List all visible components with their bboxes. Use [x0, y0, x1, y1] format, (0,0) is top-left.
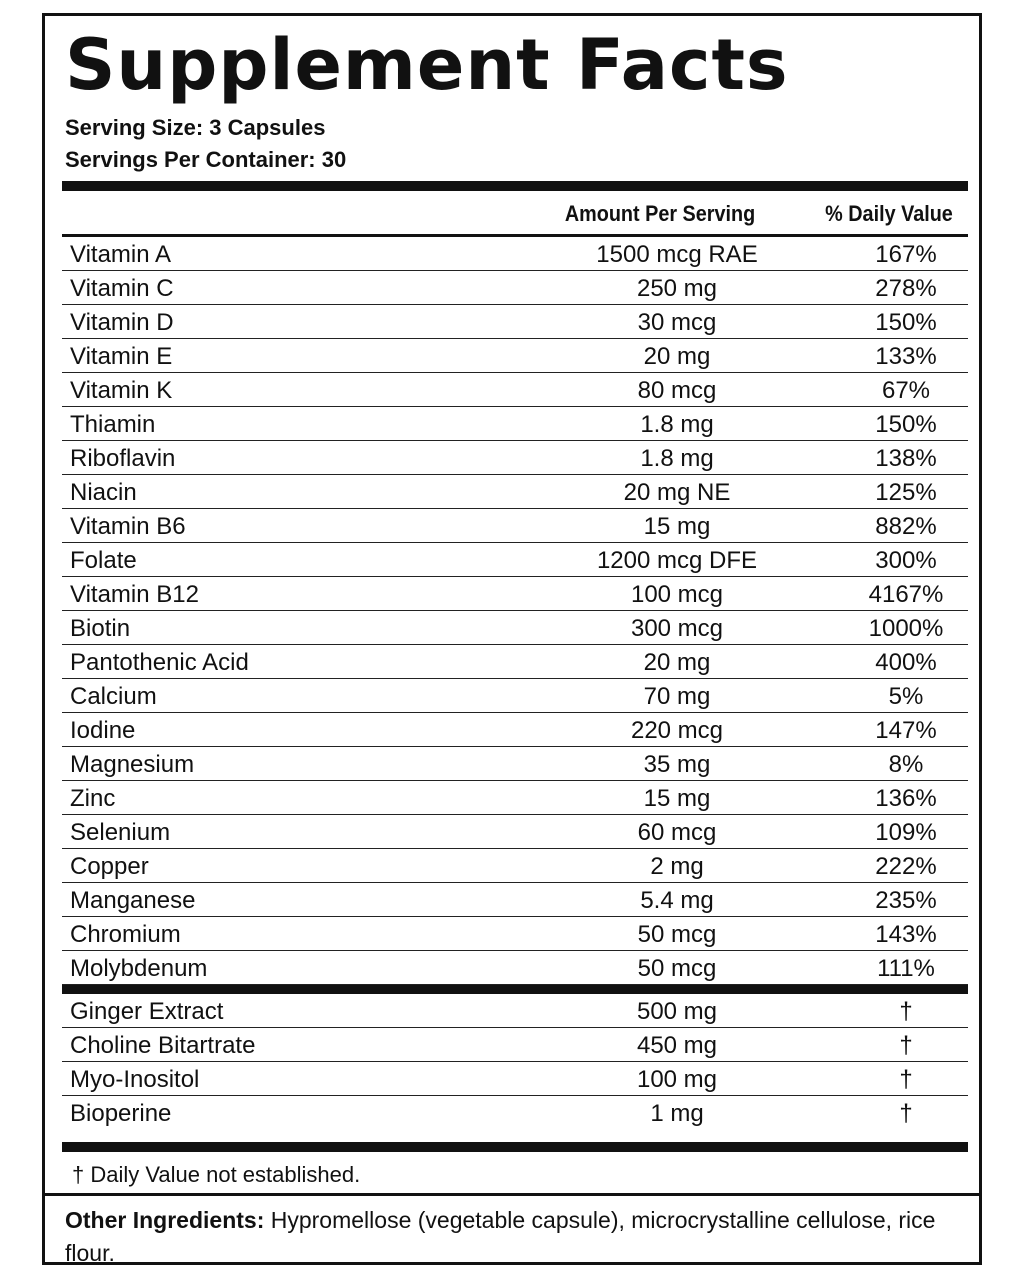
nutrient-name: Niacin: [70, 479, 137, 506]
daily-value: 278%: [875, 275, 937, 302]
supplement-facts-panel: [42, 13, 982, 1265]
amount-per-serving: 450 mg: [636, 1032, 718, 1059]
nutrient-name: Magnesium: [70, 751, 195, 778]
nutrient-name: Copper: [70, 853, 149, 880]
nutrient-name: Vitamin K: [70, 377, 173, 404]
table-row: [62, 407, 968, 441]
table-row: [62, 611, 968, 645]
daily-value: 150%: [875, 309, 937, 336]
amount-per-serving: 250 mg: [636, 275, 718, 302]
daily-value: 4167%: [868, 581, 944, 608]
daily-value: 1000%: [868, 615, 944, 642]
nutrient-name: Vitamin C: [70, 275, 174, 302]
nutrient-name: Manganese: [70, 887, 196, 914]
other-ingredients-text: Hypromellose (vegetable capsule), microcrystalline cellulose, rice flour.: [65, 1207, 936, 1266]
daily-value: 143%: [875, 921, 937, 948]
daily-value: 5%: [888, 683, 924, 710]
table-row: [62, 441, 968, 475]
table-row: [62, 577, 968, 611]
section-thick-rule: [62, 985, 968, 994]
daily-value: 67%: [881, 377, 931, 404]
nutrient-name: Thiamin: [70, 411, 156, 438]
nutrient-name: Chromium: [70, 921, 181, 948]
table-row: [62, 781, 968, 815]
amount-per-serving: 1.8 mg: [640, 411, 714, 438]
daily-value: 300%: [875, 547, 937, 574]
other-ingredients: [65, 1204, 945, 1270]
daily-value: 147%: [875, 717, 937, 744]
nutrient-rows: [62, 237, 968, 985]
amount-per-serving: 70 mg: [643, 683, 711, 710]
amount-per-serving: 100 mg: [636, 1066, 718, 1093]
amount-per-serving: 60 mcg: [637, 819, 717, 846]
nutrient-name: Selenium: [70, 819, 171, 846]
table-row: [62, 1062, 968, 1096]
amount-per-serving-header: Amount Per Serving: [564, 201, 756, 226]
amount-per-serving: 50 mcg: [637, 955, 717, 982]
amount-per-serving: 15 mg: [643, 513, 711, 540]
amount-per-serving: 1 mg: [650, 1100, 704, 1127]
top-thick-rule: [62, 181, 968, 191]
daily-value: 111%: [877, 955, 935, 982]
table-row: [62, 645, 968, 679]
table-row: [62, 475, 968, 509]
daily-value: 235%: [875, 887, 937, 914]
footer-rule: [45, 1193, 979, 1196]
table-row: [62, 543, 968, 577]
amount-per-serving: 20 mg NE: [623, 479, 731, 506]
table-row: [62, 849, 968, 883]
nutrient-name: Choline Bitartrate: [70, 1032, 256, 1059]
table-row: [62, 237, 968, 271]
amount-per-serving: 5.4 mg: [640, 887, 714, 914]
other-ingredients-label: Other Ingredients:: [65, 1207, 265, 1233]
table-row: [62, 951, 968, 985]
daily-value: 8%: [888, 751, 924, 778]
table-row: [62, 747, 968, 781]
nutrient-name: Molybdenum: [70, 955, 208, 982]
daily-value: 882%: [875, 513, 937, 540]
table-row: [62, 917, 968, 951]
table-row: [62, 373, 968, 407]
amount-per-serving: 100 mcg: [630, 581, 724, 608]
amount-per-serving: 15 mg: [643, 785, 711, 812]
nutrient-name: Bioperine: [70, 1100, 172, 1127]
daily-value: †: [899, 1066, 913, 1093]
amount-per-serving: 1200 mcg DFE: [596, 547, 758, 574]
table-row: [62, 509, 968, 543]
table-row: [62, 271, 968, 305]
amount-per-serving: 220 mcg: [630, 717, 724, 744]
amount-per-serving: 20 mg: [643, 343, 711, 370]
bottom-thick-rule: [62, 1142, 968, 1152]
table-row: [62, 815, 968, 849]
servings-per-container: Servings Per Container: 30: [65, 147, 347, 172]
table-row: [62, 994, 968, 1028]
nutrient-table: [62, 237, 968, 1130]
nutrient-name: Myo-Inositol: [70, 1066, 200, 1093]
daily-value: 136%: [875, 785, 937, 812]
amount-per-serving: 20 mg: [643, 649, 711, 676]
table-row: [62, 713, 968, 747]
daily-value: 109%: [875, 819, 937, 846]
daily-value: 150%: [875, 411, 937, 438]
daily-value: 125%: [875, 479, 937, 506]
amount-per-serving: 1500 mcg RAE: [596, 241, 758, 268]
nutrient-name: Vitamin B6: [70, 513, 186, 540]
daily-value: 138%: [875, 445, 937, 472]
amount-per-serving: 1.8 mg: [640, 445, 714, 472]
amount-per-serving: 500 mg: [636, 998, 718, 1025]
other-nutrient-rows: [62, 994, 968, 1130]
table-row: [62, 305, 968, 339]
nutrient-name: Biotin: [70, 615, 131, 642]
nutrient-name: Riboflavin: [70, 445, 176, 472]
daily-value: 222%: [875, 853, 937, 880]
footnote: † Daily Value not established.: [72, 1162, 361, 1187]
amount-per-serving: 30 mcg: [637, 309, 717, 336]
table-row: [62, 679, 968, 713]
daily-value: 133%: [875, 343, 937, 370]
amount-per-serving: 35 mg: [643, 751, 711, 778]
daily-value-header: % Daily Value: [825, 201, 953, 226]
daily-value: 167%: [875, 241, 937, 268]
serving-size: Serving Size: 3 Capsules: [65, 115, 326, 140]
daily-value: †: [899, 1032, 913, 1059]
amount-per-serving: 300 mcg: [630, 615, 724, 642]
page-title: Supplement Facts: [65, 24, 789, 106]
nutrient-name: Vitamin D: [70, 309, 174, 336]
nutrient-name: Zinc: [70, 785, 116, 812]
nutrient-name: Folate: [70, 547, 137, 574]
nutrient-name: Vitamin A: [70, 241, 171, 268]
nutrient-name: Vitamin E: [70, 343, 173, 370]
daily-value: †: [899, 998, 913, 1025]
nutrient-name: Pantothenic Acid: [70, 649, 249, 676]
nutrient-name: Vitamin B12: [70, 581, 199, 608]
table-row: [62, 339, 968, 373]
table-row: [62, 1028, 968, 1062]
nutrient-name: Ginger Extract: [70, 998, 224, 1025]
amount-per-serving: 2 mg: [650, 853, 704, 880]
amount-per-serving: 50 mcg: [637, 921, 717, 948]
table-row: [62, 1096, 968, 1130]
table-row: [62, 883, 968, 917]
daily-value: †: [899, 1100, 913, 1127]
amount-per-serving: 80 mcg: [637, 377, 717, 404]
nutrient-name: Iodine: [70, 717, 136, 744]
nutrient-name: Calcium: [70, 683, 157, 710]
daily-value: 400%: [875, 649, 937, 676]
